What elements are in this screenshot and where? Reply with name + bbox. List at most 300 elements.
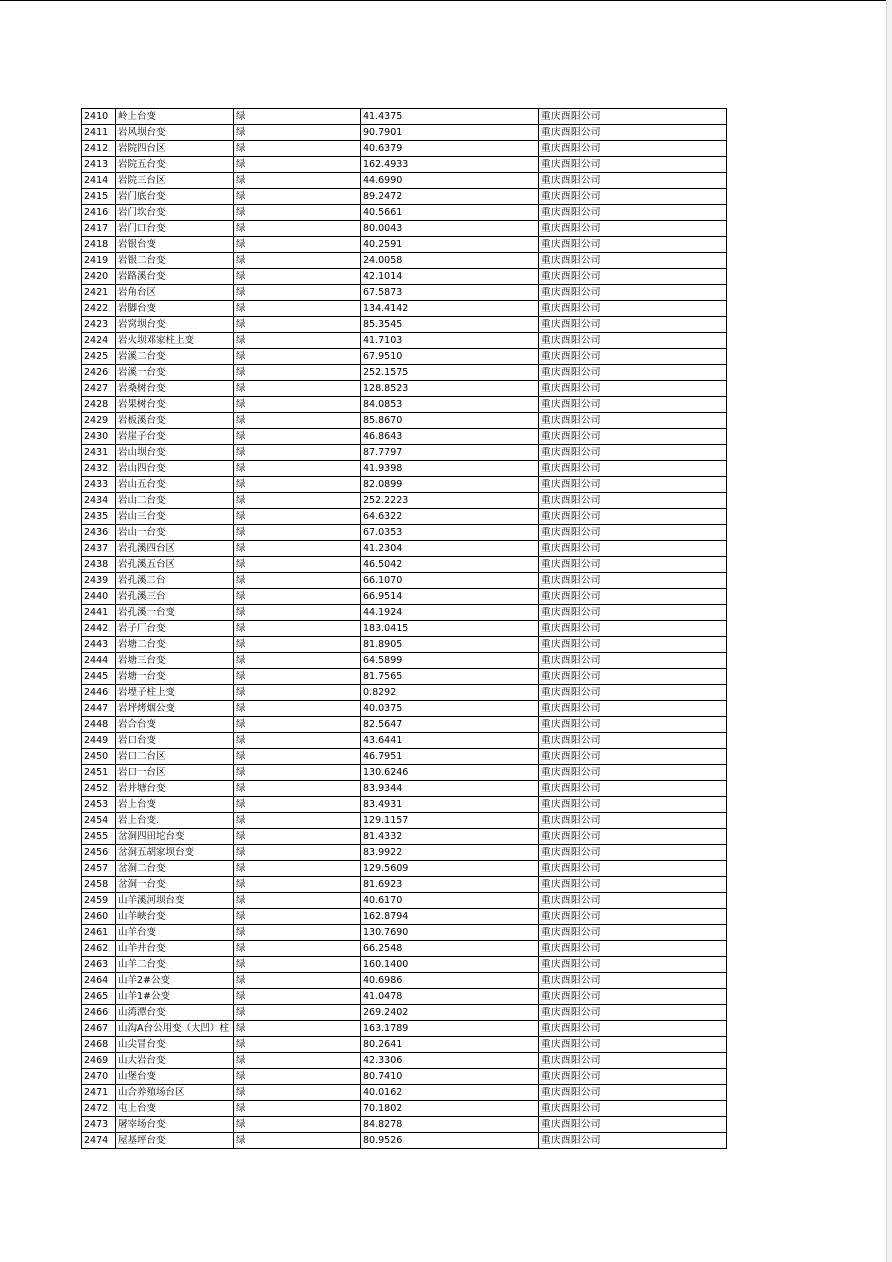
value-cell: 66.1070 bbox=[361, 573, 539, 589]
company-cell: 重庆酉阳公司 bbox=[539, 125, 727, 141]
transformer-name-cell: 岩门口台变 bbox=[116, 221, 234, 237]
table-row bbox=[82, 1117, 727, 1133]
row-number-cell: 2436 bbox=[82, 525, 116, 541]
status-color-cell: 绿 bbox=[234, 381, 361, 397]
value-cell: 67.9510 bbox=[361, 349, 539, 365]
value-cell: 163.1789 bbox=[361, 1021, 539, 1037]
status-color-cell: 绿 bbox=[234, 541, 361, 557]
status-color-cell: 绿 bbox=[234, 589, 361, 605]
company-cell: 重庆酉阳公司 bbox=[539, 349, 727, 365]
company-cell: 重庆酉阳公司 bbox=[539, 893, 727, 909]
row-number-cell: 2456 bbox=[82, 845, 116, 861]
value-cell: 64.6322 bbox=[361, 509, 539, 525]
transformer-name-cell: 山大岩台变 bbox=[116, 1053, 234, 1069]
status-color-cell: 绿 bbox=[234, 813, 361, 829]
row-number-cell: 2473 bbox=[82, 1117, 116, 1133]
row-number-cell: 2458 bbox=[82, 877, 116, 893]
row-number-cell: 2432 bbox=[82, 461, 116, 477]
status-color-cell: 绿 bbox=[234, 205, 361, 221]
company-cell: 重庆酉阳公司 bbox=[539, 525, 727, 541]
company-cell: 重庆酉阳公司 bbox=[539, 845, 727, 861]
company-cell: 重庆酉阳公司 bbox=[539, 189, 727, 205]
value-cell: 0.8292 bbox=[361, 685, 539, 701]
company-cell: 重庆酉阳公司 bbox=[539, 653, 727, 669]
status-color-cell: 绿 bbox=[234, 765, 361, 781]
status-color-cell: 绿 bbox=[234, 941, 361, 957]
table-row bbox=[82, 461, 727, 477]
row-number-cell: 2469 bbox=[82, 1053, 116, 1069]
transformer-name-cell: 岩山五台变 bbox=[116, 477, 234, 493]
value-cell: 130.6246 bbox=[361, 765, 539, 781]
transformer-name-cell: 岩山一台变 bbox=[116, 525, 234, 541]
value-cell: 80.0043 bbox=[361, 221, 539, 237]
transformer-name-cell: 岩孔溪四台区 bbox=[116, 541, 234, 557]
value-cell: 40.6379 bbox=[361, 141, 539, 157]
row-number-cell: 2447 bbox=[82, 701, 116, 717]
status-color-cell: 绿 bbox=[234, 1069, 361, 1085]
status-color-cell: 绿 bbox=[234, 509, 361, 525]
transformer-name-cell: 岩板溪台变 bbox=[116, 413, 234, 429]
company-cell: 重庆酉阳公司 bbox=[539, 541, 727, 557]
transformer-name-cell: 岩院五台变 bbox=[116, 157, 234, 173]
value-cell: 81.4332 bbox=[361, 829, 539, 845]
value-cell: 40.0162 bbox=[361, 1085, 539, 1101]
status-color-cell: 绿 bbox=[234, 317, 361, 333]
row-number-cell: 2462 bbox=[82, 941, 116, 957]
row-number-cell: 2453 bbox=[82, 797, 116, 813]
row-number-cell: 2412 bbox=[82, 141, 116, 157]
row-number-cell: 2451 bbox=[82, 765, 116, 781]
company-cell: 重庆酉阳公司 bbox=[539, 685, 727, 701]
table-row bbox=[82, 941, 727, 957]
transformer-name-cell: 山堡台变 bbox=[116, 1069, 234, 1085]
transformer-name-cell: 岩脚台变 bbox=[116, 301, 234, 317]
value-cell: 134.4142 bbox=[361, 301, 539, 317]
table-row bbox=[82, 189, 727, 205]
value-cell: 252.2223 bbox=[361, 493, 539, 509]
company-cell: 重庆酉阳公司 bbox=[539, 589, 727, 605]
table-row bbox=[82, 909, 727, 925]
company-cell: 重庆酉阳公司 bbox=[539, 1021, 727, 1037]
transformer-name-cell: 屋基坪台变 bbox=[116, 1133, 234, 1149]
company-cell: 重庆酉阳公司 bbox=[539, 269, 727, 285]
table-row bbox=[82, 877, 727, 893]
row-number-cell: 2410 bbox=[82, 109, 116, 125]
company-cell: 重庆酉阳公司 bbox=[539, 1037, 727, 1053]
table-row bbox=[82, 429, 727, 445]
table-row bbox=[82, 541, 727, 557]
value-cell: 40.6986 bbox=[361, 973, 539, 989]
value-cell: 128.8523 bbox=[361, 381, 539, 397]
row-number-cell: 2437 bbox=[82, 541, 116, 557]
value-cell: 40.2591 bbox=[361, 237, 539, 253]
company-cell: 重庆酉阳公司 bbox=[539, 1085, 727, 1101]
value-cell: 130.7690 bbox=[361, 925, 539, 941]
row-number-cell: 2425 bbox=[82, 349, 116, 365]
value-cell: 80.7410 bbox=[361, 1069, 539, 1085]
company-cell: 重庆酉阳公司 bbox=[539, 829, 727, 845]
row-number-cell: 2457 bbox=[82, 861, 116, 877]
status-color-cell: 绿 bbox=[234, 445, 361, 461]
company-cell: 重庆酉阳公司 bbox=[539, 909, 727, 925]
table-row bbox=[82, 845, 727, 861]
table-row bbox=[82, 797, 727, 813]
status-color-cell: 绿 bbox=[234, 157, 361, 173]
transformer-name-cell: 岩上台变 bbox=[116, 797, 234, 813]
company-cell: 重庆酉阳公司 bbox=[539, 221, 727, 237]
table-row bbox=[82, 493, 727, 509]
company-cell: 重庆酉阳公司 bbox=[539, 381, 727, 397]
company-cell: 重庆酉阳公司 bbox=[539, 429, 727, 445]
value-cell: 83.9344 bbox=[361, 781, 539, 797]
value-cell: 40.5661 bbox=[361, 205, 539, 221]
company-cell: 重庆酉阳公司 bbox=[539, 797, 727, 813]
table-row bbox=[82, 333, 727, 349]
row-number-cell: 2429 bbox=[82, 413, 116, 429]
value-cell: 66.2548 bbox=[361, 941, 539, 957]
row-number-cell: 2417 bbox=[82, 221, 116, 237]
status-color-cell: 绿 bbox=[234, 653, 361, 669]
status-color-cell: 绿 bbox=[234, 717, 361, 733]
status-color-cell: 绿 bbox=[234, 925, 361, 941]
table-row bbox=[82, 349, 727, 365]
value-cell: 90.7901 bbox=[361, 125, 539, 141]
status-color-cell: 绿 bbox=[234, 733, 361, 749]
table-row bbox=[82, 173, 727, 189]
status-color-cell: 绿 bbox=[234, 237, 361, 253]
status-color-cell: 绿 bbox=[234, 685, 361, 701]
company-cell: 重庆酉阳公司 bbox=[539, 1005, 727, 1021]
table-row bbox=[82, 973, 727, 989]
row-number-cell: 2431 bbox=[82, 445, 116, 461]
table-row bbox=[82, 1021, 727, 1037]
transformer-name-cell: 岩桑树台变 bbox=[116, 381, 234, 397]
row-number-cell: 2443 bbox=[82, 637, 116, 653]
status-color-cell: 绿 bbox=[234, 669, 361, 685]
table-row bbox=[82, 269, 727, 285]
company-cell: 重庆酉阳公司 bbox=[539, 413, 727, 429]
row-number-cell: 2470 bbox=[82, 1069, 116, 1085]
value-cell: 80.9526 bbox=[361, 1133, 539, 1149]
status-color-cell: 绿 bbox=[234, 845, 361, 861]
transformer-name-cell: 山湾潭台变 bbox=[116, 1005, 234, 1021]
company-cell: 重庆酉阳公司 bbox=[539, 749, 727, 765]
value-cell: 252.1575 bbox=[361, 365, 539, 381]
row-number-cell: 2423 bbox=[82, 317, 116, 333]
table-row bbox=[82, 237, 727, 253]
row-number-cell: 2424 bbox=[82, 333, 116, 349]
status-color-cell: 绿 bbox=[234, 429, 361, 445]
value-cell: 81.8905 bbox=[361, 637, 539, 653]
transformer-name-cell: 岩孔溪五台区 bbox=[116, 557, 234, 573]
page-top-border bbox=[0, 0, 892, 1]
transformer-name-cell: 岩银台变 bbox=[116, 237, 234, 253]
status-color-cell: 绿 bbox=[234, 1037, 361, 1053]
status-color-cell: 绿 bbox=[234, 1021, 361, 1037]
table-row bbox=[82, 109, 727, 125]
status-color-cell: 绿 bbox=[234, 397, 361, 413]
transformer-name-cell: 岩院四台区 bbox=[116, 141, 234, 157]
transformer-name-cell: 岩上台变. bbox=[116, 813, 234, 829]
value-cell: 40.0375 bbox=[361, 701, 539, 717]
row-number-cell: 2461 bbox=[82, 925, 116, 941]
table-row bbox=[82, 605, 727, 621]
company-cell: 重庆酉阳公司 bbox=[539, 925, 727, 941]
status-color-cell: 绿 bbox=[234, 365, 361, 381]
company-cell: 重庆酉阳公司 bbox=[539, 173, 727, 189]
value-cell: 183.0415 bbox=[361, 621, 539, 637]
status-color-cell: 绿 bbox=[234, 109, 361, 125]
row-number-cell: 2434 bbox=[82, 493, 116, 509]
row-number-cell: 2442 bbox=[82, 621, 116, 637]
value-cell: 269.2402 bbox=[361, 1005, 539, 1021]
row-number-cell: 2428 bbox=[82, 397, 116, 413]
table-row bbox=[82, 669, 727, 685]
company-cell: 重庆酉阳公司 bbox=[539, 573, 727, 589]
table-row bbox=[82, 685, 727, 701]
company-cell: 重庆酉阳公司 bbox=[539, 605, 727, 621]
transformer-name-cell: 岩山坝台变 bbox=[116, 445, 234, 461]
transformer-name-cell: 山尖冒台变 bbox=[116, 1037, 234, 1053]
value-cell: 24.0058 bbox=[361, 253, 539, 269]
value-cell: 41.0478 bbox=[361, 989, 539, 1005]
value-cell: 87.7797 bbox=[361, 445, 539, 461]
table-row bbox=[82, 1085, 727, 1101]
row-number-cell: 2466 bbox=[82, 1005, 116, 1021]
row-number-cell: 2467 bbox=[82, 1021, 116, 1037]
transformer-name-cell: 岩路溪台变 bbox=[116, 269, 234, 285]
status-color-cell: 绿 bbox=[234, 493, 361, 509]
company-cell: 重庆酉阳公司 bbox=[539, 669, 727, 685]
table-row bbox=[82, 1053, 727, 1069]
value-cell: 46.5042 bbox=[361, 557, 539, 573]
transformer-name-cell: 岩堙子柱上变 bbox=[116, 685, 234, 701]
transformer-name-cell: 岭上台变 bbox=[116, 109, 234, 125]
row-number-cell: 2420 bbox=[82, 269, 116, 285]
transformer-name-cell: 岩门底台变 bbox=[116, 189, 234, 205]
status-color-cell: 绿 bbox=[234, 957, 361, 973]
value-cell: 83.9922 bbox=[361, 845, 539, 861]
table-row bbox=[82, 301, 727, 317]
status-color-cell: 绿 bbox=[234, 141, 361, 157]
page-right-edge bbox=[886, 0, 892, 1262]
status-color-cell: 绿 bbox=[234, 525, 361, 541]
transformer-name-cell: 山沟A台公用变（大凹）柱 bbox=[116, 1021, 234, 1037]
status-color-cell: 绿 bbox=[234, 557, 361, 573]
company-cell: 重庆酉阳公司 bbox=[539, 621, 727, 637]
status-color-cell: 绿 bbox=[234, 461, 361, 477]
transformer-name-cell: 岩孔溪一台变 bbox=[116, 605, 234, 621]
status-color-cell: 绿 bbox=[234, 893, 361, 909]
row-number-cell: 2474 bbox=[82, 1133, 116, 1149]
company-cell: 重庆酉阳公司 bbox=[539, 1101, 727, 1117]
transformer-name-cell: 山羊1#公变 bbox=[116, 989, 234, 1005]
value-cell: 41.9398 bbox=[361, 461, 539, 477]
row-number-cell: 2418 bbox=[82, 237, 116, 253]
value-cell: 43.6441 bbox=[361, 733, 539, 749]
value-cell: 81.7565 bbox=[361, 669, 539, 685]
transformer-name-cell: 岩口台变 bbox=[116, 733, 234, 749]
transformer-name-cell: 岔洞四田坨台变 bbox=[116, 829, 234, 845]
company-cell: 重庆酉阳公司 bbox=[539, 701, 727, 717]
table-row bbox=[82, 205, 727, 221]
row-number-cell: 2426 bbox=[82, 365, 116, 381]
value-cell: 44.6990 bbox=[361, 173, 539, 189]
table-row bbox=[82, 893, 727, 909]
company-cell: 重庆酉阳公司 bbox=[539, 989, 727, 1005]
company-cell: 重庆酉阳公司 bbox=[539, 109, 727, 125]
transformer-name-cell: 岩山三台变 bbox=[116, 509, 234, 525]
value-cell: 162.8794 bbox=[361, 909, 539, 925]
row-number-cell: 2465 bbox=[82, 989, 116, 1005]
row-number-cell: 2445 bbox=[82, 669, 116, 685]
row-number-cell: 2415 bbox=[82, 189, 116, 205]
table-row bbox=[82, 285, 727, 301]
transformer-name-cell: 山羊二台变 bbox=[116, 957, 234, 973]
row-number-cell: 2463 bbox=[82, 957, 116, 973]
transformer-name-cell: 岩孔溪二台 bbox=[116, 573, 234, 589]
value-cell: 46.8643 bbox=[361, 429, 539, 445]
table-row bbox=[82, 813, 727, 829]
value-cell: 85.3545 bbox=[361, 317, 539, 333]
company-cell: 重庆酉阳公司 bbox=[539, 301, 727, 317]
row-number-cell: 2446 bbox=[82, 685, 116, 701]
status-color-cell: 绿 bbox=[234, 189, 361, 205]
status-color-cell: 绿 bbox=[234, 1133, 361, 1149]
transformer-name-cell: 山羊溪河坝台变 bbox=[116, 893, 234, 909]
transformer-name-cell: 屯上台变 bbox=[116, 1101, 234, 1117]
table-row bbox=[82, 157, 727, 173]
transformer-name-cell: 岩门坎台变 bbox=[116, 205, 234, 221]
transformer-name-cell: 岩合台变 bbox=[116, 717, 234, 733]
row-number-cell: 2416 bbox=[82, 205, 116, 221]
value-cell: 41.4375 bbox=[361, 109, 539, 125]
company-cell: 重庆酉阳公司 bbox=[539, 493, 727, 509]
row-number-cell: 2444 bbox=[82, 653, 116, 669]
table-row bbox=[82, 141, 727, 157]
status-color-cell: 绿 bbox=[234, 877, 361, 893]
status-color-cell: 绿 bbox=[234, 125, 361, 141]
table-row bbox=[82, 749, 727, 765]
status-color-cell: 绿 bbox=[234, 701, 361, 717]
row-number-cell: 2430 bbox=[82, 429, 116, 445]
company-cell: 重庆酉阳公司 bbox=[539, 1133, 727, 1149]
table-row bbox=[82, 765, 727, 781]
transformer-name-cell: 山羊峡台变 bbox=[116, 909, 234, 925]
value-cell: 64.5899 bbox=[361, 653, 539, 669]
transformer-name-cell: 岔洞五胡家坝台变 bbox=[116, 845, 234, 861]
status-color-cell: 绿 bbox=[234, 349, 361, 365]
status-color-cell: 绿 bbox=[234, 477, 361, 493]
company-cell: 重庆酉阳公司 bbox=[539, 285, 727, 301]
transformer-name-cell: 岩塘三台变 bbox=[116, 653, 234, 669]
company-cell: 重庆酉阳公司 bbox=[539, 765, 727, 781]
value-cell: 70.1802 bbox=[361, 1101, 539, 1117]
status-color-cell: 绿 bbox=[234, 973, 361, 989]
company-cell: 重庆酉阳公司 bbox=[539, 973, 727, 989]
status-color-cell: 绿 bbox=[234, 1053, 361, 1069]
company-cell: 重庆酉阳公司 bbox=[539, 365, 727, 381]
transformer-name-cell: 山合养殖场台区 bbox=[116, 1085, 234, 1101]
transformer-name-cell: 岩坪烤烟公变 bbox=[116, 701, 234, 717]
row-number-cell: 2464 bbox=[82, 973, 116, 989]
table-row bbox=[82, 509, 727, 525]
table-row bbox=[82, 589, 727, 605]
transformer-name-cell: 山羊台变 bbox=[116, 925, 234, 941]
value-cell: 80.2641 bbox=[361, 1037, 539, 1053]
status-color-cell: 绿 bbox=[234, 1101, 361, 1117]
company-cell: 重庆酉阳公司 bbox=[539, 157, 727, 173]
table-row bbox=[82, 621, 727, 637]
status-color-cell: 绿 bbox=[234, 573, 361, 589]
transformer-name-cell: 岩井塘台变 bbox=[116, 781, 234, 797]
row-number-cell: 2448 bbox=[82, 717, 116, 733]
company-cell: 重庆酉阳公司 bbox=[539, 317, 727, 333]
status-color-cell: 绿 bbox=[234, 909, 361, 925]
row-number-cell: 2441 bbox=[82, 605, 116, 621]
transformer-name-cell: 岩银二台变 bbox=[116, 253, 234, 269]
value-cell: 81.6923 bbox=[361, 877, 539, 893]
value-cell: 67.5873 bbox=[361, 285, 539, 301]
data-table bbox=[81, 108, 727, 1149]
transformer-name-cell: 山羊2#公变 bbox=[116, 973, 234, 989]
value-cell: 41.7103 bbox=[361, 333, 539, 349]
table-row bbox=[82, 1069, 727, 1085]
table-row bbox=[82, 861, 727, 877]
table-row bbox=[82, 557, 727, 573]
status-color-cell: 绿 bbox=[234, 285, 361, 301]
value-cell: 40.6170 bbox=[361, 893, 539, 909]
row-number-cell: 2459 bbox=[82, 893, 116, 909]
company-cell: 重庆酉阳公司 bbox=[539, 781, 727, 797]
transformer-name-cell: 岔洞一台变 bbox=[116, 877, 234, 893]
transformer-name-cell: 岩角台区 bbox=[116, 285, 234, 301]
transformer-name-cell: 岩子厂台变 bbox=[116, 621, 234, 637]
row-number-cell: 2454 bbox=[82, 813, 116, 829]
status-color-cell: 绿 bbox=[234, 173, 361, 189]
transformer-name-cell: 岩山四台变 bbox=[116, 461, 234, 477]
status-color-cell: 绿 bbox=[234, 301, 361, 317]
status-color-cell: 绿 bbox=[234, 269, 361, 285]
status-color-cell: 绿 bbox=[234, 605, 361, 621]
company-cell: 重庆酉阳公司 bbox=[539, 445, 727, 461]
value-cell: 67.0353 bbox=[361, 525, 539, 541]
status-color-cell: 绿 bbox=[234, 1005, 361, 1021]
transformer-name-cell: 岩溪二台变 bbox=[116, 349, 234, 365]
transformer-name-cell: 岩孔溪三台 bbox=[116, 589, 234, 605]
status-color-cell: 绿 bbox=[234, 829, 361, 845]
status-color-cell: 绿 bbox=[234, 749, 361, 765]
company-cell: 重庆酉阳公司 bbox=[539, 333, 727, 349]
status-color-cell: 绿 bbox=[234, 1117, 361, 1133]
table-row bbox=[82, 989, 727, 1005]
value-cell: 160.1400 bbox=[361, 957, 539, 973]
transformer-name-cell: 岩塘一台变 bbox=[116, 669, 234, 685]
value-cell: 84.0853 bbox=[361, 397, 539, 413]
table-row bbox=[82, 573, 727, 589]
transformer-name-cell: 岩窝坝台变 bbox=[116, 317, 234, 333]
table-row bbox=[82, 717, 727, 733]
row-number-cell: 2411 bbox=[82, 125, 116, 141]
status-color-cell: 绿 bbox=[234, 413, 361, 429]
company-cell: 重庆酉阳公司 bbox=[539, 861, 727, 877]
table-row bbox=[82, 1101, 727, 1117]
transformer-name-cell: 岩山二台变 bbox=[116, 493, 234, 509]
table-row bbox=[82, 701, 727, 717]
value-cell: 41.2304 bbox=[361, 541, 539, 557]
table-row bbox=[82, 125, 727, 141]
value-cell: 85.8670 bbox=[361, 413, 539, 429]
